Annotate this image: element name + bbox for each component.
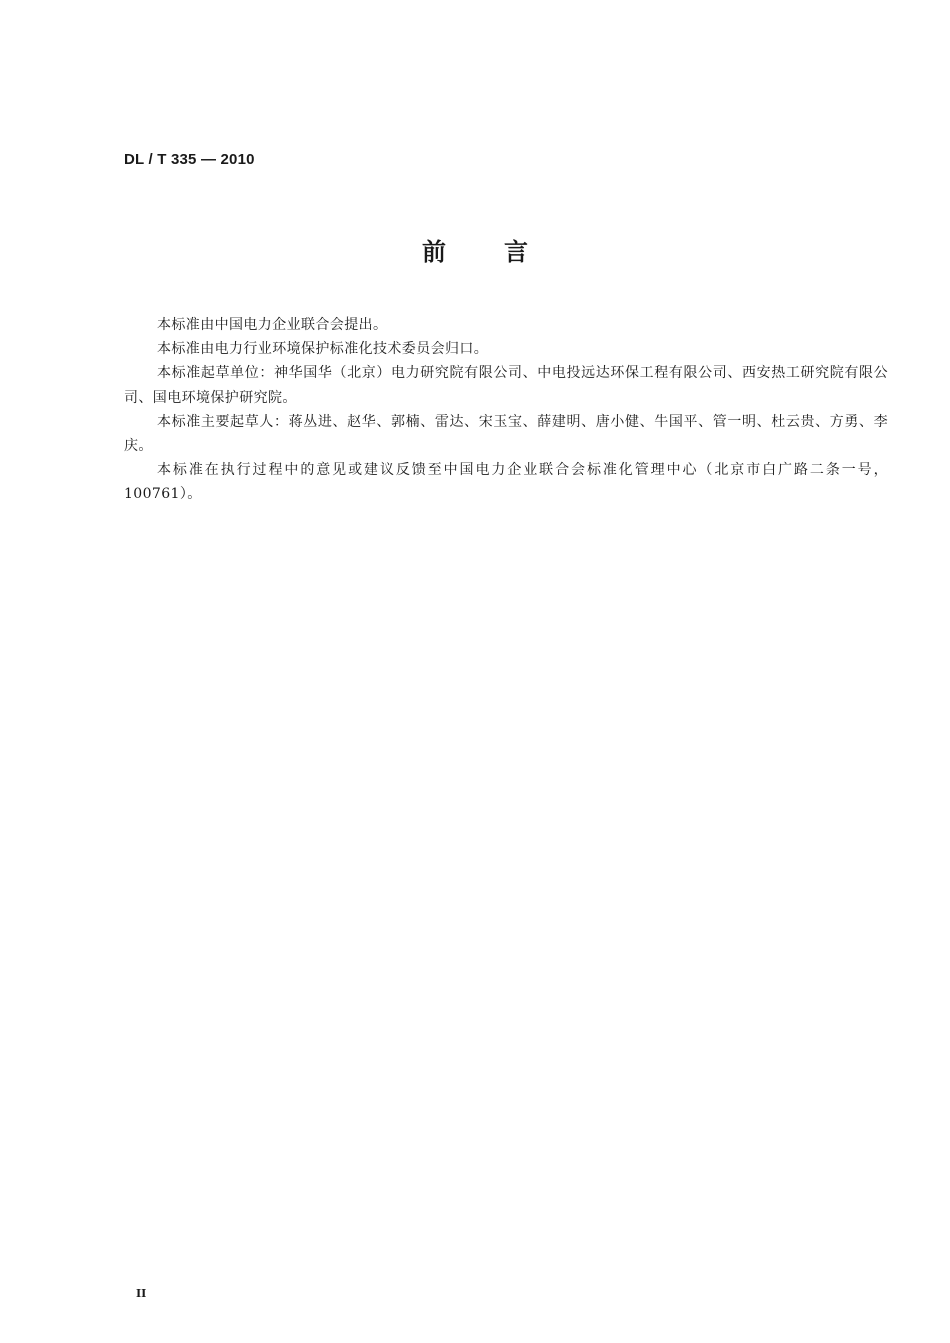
paragraph-drafting-units: 本标准起草单位：神华国华（北京）电力研究院有限公司、中电投远达环保工程有限公司、西安热工研究院有限公司、国电环境保护研究院。	[124, 365, 888, 406]
document-code: DL / T 335 — 2010	[124, 151, 255, 168]
paragraph-drafters: 本标准主要起草人：蒋丛进、赵华、郭楠、雷达、宋玉宝、薛建明、唐小健、牛国平、管一明、杜云贵、方勇、李庆。	[124, 413, 888, 455]
paragraph-proposer: 本标准由中国电力企业联合会提出。	[157, 317, 388, 333]
page-title: 前言	[422, 238, 586, 266]
page-number: II	[136, 1287, 147, 1300]
foreword-body	[124, 313, 888, 507]
paragraph-centralized: 本标准由电力行业环境保护标准化技术委员会归口。	[157, 341, 489, 358]
paragraph-feedback: 本标准在执行过程中的意见或建议反馈至中国电力企业联合会标准化管理中心（北京市白广路二条一号，100761）。	[124, 462, 888, 503]
